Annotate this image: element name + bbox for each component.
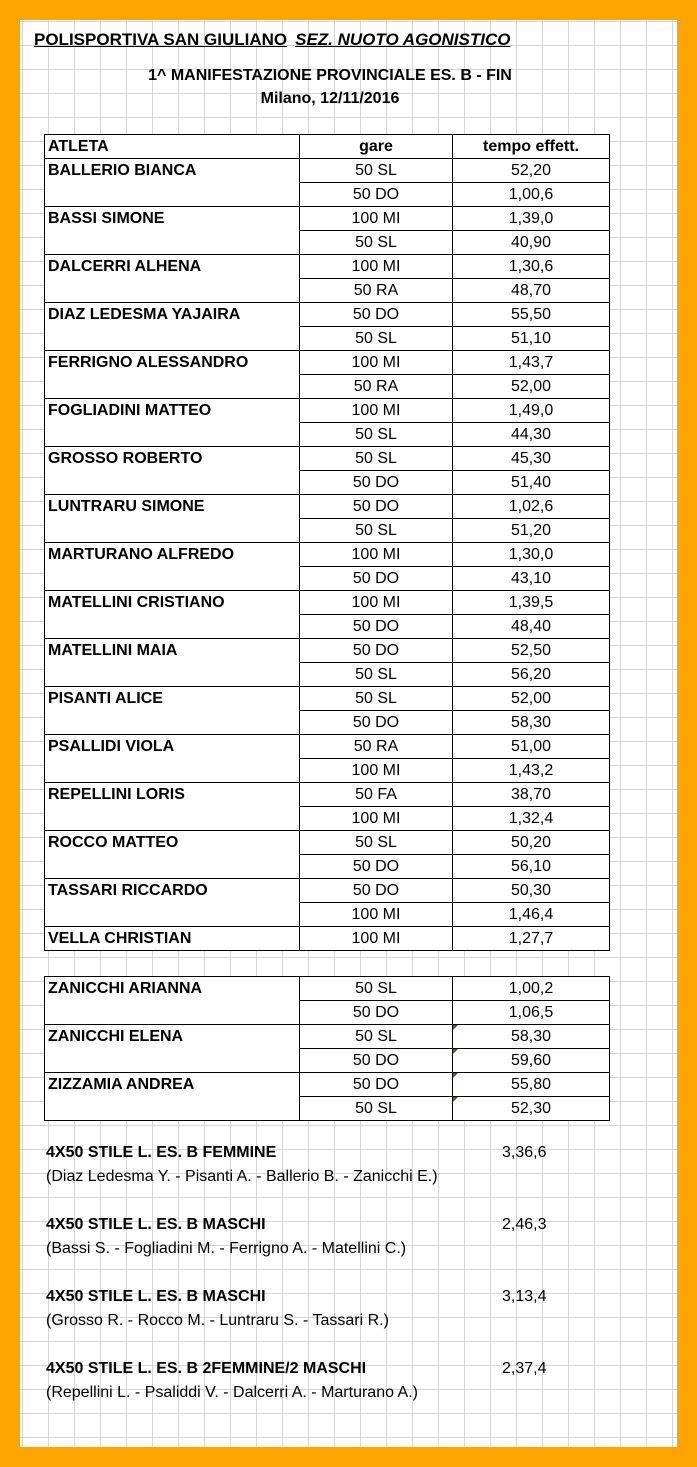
athlete-name	[45, 855, 300, 879]
time-value: 56,10	[510, 858, 552, 875]
athlete-name	[45, 759, 300, 783]
athlete-name	[45, 711, 300, 735]
table-row	[45, 1025, 610, 1049]
athlete-name	[45, 1001, 300, 1025]
time-cell	[453, 519, 610, 543]
table-row	[45, 207, 610, 231]
time-value: 58,30	[510, 714, 552, 731]
table-row	[45, 567, 610, 591]
athlete-name	[45, 807, 300, 831]
time-cell	[453, 327, 610, 351]
race-cell: 100 MI	[300, 927, 453, 951]
time-value: 1,46,4	[508, 906, 554, 923]
race-cell: 50 DO	[300, 639, 453, 663]
time-cell	[453, 759, 610, 783]
table-row	[45, 1097, 610, 1121]
table-row	[45, 615, 610, 639]
time-value: 1,43,2	[508, 762, 554, 779]
time-cell	[453, 423, 610, 447]
time-value: 52,00	[510, 690, 552, 707]
relay-time: 3,13,4	[502, 1288, 547, 1305]
time-cell	[453, 399, 610, 423]
race-cell: 50 SL	[300, 519, 453, 543]
relay-time: 3,36,6	[502, 1144, 547, 1161]
table-row	[45, 351, 610, 375]
athlete-name	[45, 615, 300, 639]
table-row	[45, 543, 610, 567]
time-value: 1,00,6	[508, 186, 554, 203]
athlete-name	[45, 279, 300, 303]
spreadsheet	[20, 20, 677, 1447]
time-cell	[453, 1073, 610, 1097]
time-value: 51,20	[510, 522, 552, 539]
athlete-name: MATELLINI CRISTIANO	[45, 591, 300, 615]
table-row	[45, 783, 610, 807]
results-table	[44, 134, 610, 951]
athlete-name: DALCERRI ALHENA	[45, 255, 300, 279]
athlete-name	[45, 519, 300, 543]
relay-title: 4X50 STILE L. ES. B FEMMINE	[46, 1144, 277, 1161]
time-value: 40,90	[510, 234, 552, 251]
time-cell	[453, 831, 610, 855]
column-header-athlete: ATLETA	[45, 135, 300, 159]
table-row	[45, 303, 610, 327]
athlete-name: BASSI SIMONE	[45, 207, 300, 231]
time-value: 1,49,0	[508, 402, 554, 419]
relay-members: (Diaz Ledesma Y. - Pisanti A. - Ballerio B. - Zanicchi E.)	[46, 1168, 438, 1185]
athlete-name	[45, 1097, 300, 1121]
athlete-name: DIAZ LEDESMA YAJAIRA	[45, 303, 300, 327]
relay-time: 2,46,3	[502, 1216, 547, 1233]
race-cell: 50 RA	[300, 279, 453, 303]
race-cell: 100 MI	[300, 591, 453, 615]
time-cell	[453, 303, 610, 327]
table-row	[45, 1073, 610, 1097]
race-cell: 50 DO	[300, 1001, 453, 1025]
time-cell	[453, 879, 610, 903]
athlete-name	[45, 1049, 300, 1073]
time-value: 1,30,6	[508, 258, 554, 275]
athlete-name: PSALLIDI VIOLA	[45, 735, 300, 759]
table-row	[45, 495, 610, 519]
race-cell: 100 MI	[300, 807, 453, 831]
athlete-name: ZIZZAMIA ANDREA	[45, 1073, 300, 1097]
time-value: 52,00	[510, 378, 552, 395]
time-cell	[453, 977, 610, 1001]
race-cell: 100 MI	[300, 351, 453, 375]
event-title: 1^ MANIFESTAZIONE PROVINCIALE ES. B - FIN	[148, 67, 512, 84]
race-cell: 50 DO	[300, 615, 453, 639]
relay-title: 4X50 STILE L. ES. B MASCHI	[46, 1216, 266, 1233]
athlete-name	[45, 471, 300, 495]
race-cell: 50 DO	[300, 303, 453, 327]
relay-members: (Bassi S. - Fogliadini M. - Ferrigno A. - Matellini C.)	[46, 1240, 407, 1257]
table-row	[45, 375, 610, 399]
race-cell: 50 DO	[300, 183, 453, 207]
event-place-date: Milano, 12/11/2016	[260, 90, 400, 107]
table-row	[45, 831, 610, 855]
race-cell: 100 MI	[300, 255, 453, 279]
time-value: 52,50	[510, 642, 552, 659]
table-row	[45, 231, 610, 255]
time-value: 1,39,0	[508, 210, 554, 227]
athlete-name	[45, 327, 300, 351]
time-value: 50,20	[510, 834, 552, 851]
race-cell: 50 SL	[300, 231, 453, 255]
time-value: 55,80	[510, 1076, 552, 1093]
athlete-name	[45, 231, 300, 255]
race-cell: 50 SL	[300, 831, 453, 855]
race-cell: 50 SL	[300, 447, 453, 471]
time-value: 1,30,0	[508, 546, 554, 563]
time-cell	[453, 231, 610, 255]
cell-comment-marker	[453, 1073, 458, 1078]
time-cell	[453, 183, 610, 207]
table-row	[45, 399, 610, 423]
race-cell: 50 SL	[300, 687, 453, 711]
table-row	[45, 255, 610, 279]
table-row	[45, 927, 610, 951]
table-row	[45, 423, 610, 447]
athlete-name: VELLA CHRISTIAN	[45, 927, 300, 951]
time-value: 48,40	[510, 618, 552, 635]
table-row	[45, 735, 610, 759]
time-value: 51,00	[510, 738, 552, 755]
time-value: 1,39,5	[508, 594, 554, 611]
time-cell	[453, 1025, 610, 1049]
time-cell	[453, 207, 610, 231]
section-name: SEZ. NUOTO AGONISTICO	[295, 30, 511, 49]
table-row	[45, 977, 610, 1001]
table-row	[45, 183, 610, 207]
time-cell	[453, 375, 610, 399]
table-header-row	[45, 135, 610, 159]
race-cell: 50 DO	[300, 879, 453, 903]
athlete-name: ZANICCHI ARIANNA	[45, 977, 300, 1001]
time-cell	[453, 447, 610, 471]
table-row	[45, 447, 610, 471]
time-value: 1,06,5	[508, 1004, 554, 1021]
race-cell: 100 MI	[300, 759, 453, 783]
time-cell	[453, 351, 610, 375]
table-row	[45, 591, 610, 615]
time-value: 45,30	[510, 450, 552, 467]
table-row	[45, 879, 610, 903]
time-cell	[453, 567, 610, 591]
time-cell	[453, 735, 610, 759]
time-value: 1,27,7	[508, 930, 554, 947]
table-row	[45, 159, 610, 183]
race-cell: 50 SL	[300, 1097, 453, 1121]
athlete-name: ZANICCHI ELENA	[45, 1025, 300, 1049]
time-value: 51,10	[510, 330, 552, 347]
time-value: 1,43,7	[508, 354, 554, 371]
time-cell	[453, 1097, 610, 1121]
table-row	[45, 327, 610, 351]
race-cell: 50 DO	[300, 1073, 453, 1097]
cell-comment-marker	[453, 1097, 458, 1102]
column-header-race: gare	[300, 135, 453, 159]
athlete-name: TASSARI RICCARDO	[45, 879, 300, 903]
race-cell: 50 RA	[300, 735, 453, 759]
table-row	[45, 687, 610, 711]
race-cell: 100 MI	[300, 903, 453, 927]
table-row	[45, 471, 610, 495]
time-cell	[453, 543, 610, 567]
time-value: 43,10	[510, 570, 552, 587]
race-cell: 50 SL	[300, 1025, 453, 1049]
cell-comment-marker	[453, 1025, 458, 1030]
time-value: 38,70	[510, 786, 552, 803]
time-cell	[453, 159, 610, 183]
time-cell	[453, 855, 610, 879]
athlete-name: REPELLINI LORIS	[45, 783, 300, 807]
athlete-name	[45, 183, 300, 207]
time-cell	[453, 903, 610, 927]
relay-members: (Grosso R. - Rocco M. - Luntraru S. - Tassari R.)	[46, 1312, 389, 1329]
athlete-name: LUNTRARU SIMONE	[45, 495, 300, 519]
table-row	[45, 807, 610, 831]
relay-title: 4X50 STILE L. ES. B 2FEMMINE/2 MASCHI	[46, 1360, 367, 1377]
table-row	[45, 519, 610, 543]
time-value: 1,00,2	[508, 980, 554, 997]
time-value: 50,30	[510, 882, 552, 899]
time-cell	[453, 471, 610, 495]
race-cell: 100 MI	[300, 399, 453, 423]
time-value: 58,30	[510, 1028, 552, 1045]
athlete-name: MARTURANO ALFREDO	[45, 543, 300, 567]
table-row	[45, 1049, 610, 1073]
athlete-name: ROCCO MATTEO	[45, 831, 300, 855]
time-cell	[453, 807, 610, 831]
time-cell	[453, 687, 610, 711]
time-value: 1,02,6	[508, 498, 554, 515]
relay-title: 4X50 STILE L. ES. B MASCHI	[46, 1288, 266, 1305]
club-name: POLISPORTIVA SAN GIULIANO	[34, 30, 288, 49]
time-cell	[453, 495, 610, 519]
race-cell: 50 FA	[300, 783, 453, 807]
race-cell: 50 DO	[300, 855, 453, 879]
race-cell: 100 MI	[300, 207, 453, 231]
athlete-name: MATELLINI MAIA	[45, 639, 300, 663]
race-cell: 100 MI	[300, 543, 453, 567]
race-cell: 50 DO	[300, 471, 453, 495]
table-row	[45, 711, 610, 735]
race-cell: 50 RA	[300, 375, 453, 399]
time-cell	[453, 615, 610, 639]
race-cell: 50 SL	[300, 327, 453, 351]
table-row	[45, 639, 610, 663]
race-cell: 50 DO	[300, 567, 453, 591]
race-cell: 50 SL	[300, 977, 453, 1001]
time-cell	[453, 591, 610, 615]
table-row	[45, 855, 610, 879]
time-cell	[453, 1001, 610, 1025]
athlete-name	[45, 903, 300, 927]
race-cell: 50 DO	[300, 1049, 453, 1073]
time-cell	[453, 927, 610, 951]
race-cell: 50 SL	[300, 159, 453, 183]
athlete-name	[45, 423, 300, 447]
athlete-name: GROSSO ROBERTO	[45, 447, 300, 471]
table-row	[45, 1001, 610, 1025]
athlete-name: FOGLIADINI MATTEO	[45, 399, 300, 423]
time-cell	[453, 279, 610, 303]
club-title	[34, 30, 510, 50]
race-cell: 50 DO	[300, 495, 453, 519]
time-cell	[453, 783, 610, 807]
athlete-name	[45, 663, 300, 687]
time-cell	[453, 255, 610, 279]
time-value: 44,30	[510, 426, 552, 443]
time-value: 1,32,4	[508, 810, 554, 827]
table-row	[45, 663, 610, 687]
table-row	[45, 279, 610, 303]
time-cell	[453, 663, 610, 687]
time-cell	[453, 711, 610, 735]
column-header-time: tempo effett.	[453, 135, 610, 159]
race-cell: 50 DO	[300, 711, 453, 735]
race-cell: 50 SL	[300, 663, 453, 687]
race-cell: 50 SL	[300, 423, 453, 447]
time-value: 52,30	[510, 1100, 552, 1117]
time-value: 56,20	[510, 666, 552, 683]
time-cell	[453, 639, 610, 663]
athlete-name	[45, 567, 300, 591]
time-cell	[453, 1049, 610, 1073]
relay-time: 2,37,4	[502, 1360, 547, 1377]
athlete-name: FERRIGNO ALESSANDRO	[45, 351, 300, 375]
athlete-name: BALLERIO BIANCA	[45, 159, 300, 183]
cell-comment-marker	[453, 1049, 458, 1054]
table-row	[45, 903, 610, 927]
results-table-extra	[44, 976, 610, 1121]
time-value: 48,70	[510, 282, 552, 299]
time-value: 52,20	[510, 162, 552, 179]
athlete-name: PISANTI ALICE	[45, 687, 300, 711]
athlete-name	[45, 375, 300, 399]
table-row	[45, 759, 610, 783]
time-value: 55,50	[510, 306, 552, 323]
relay-members: (Repellini L. - Psaliddi V. - Dalcerri A. - Marturano A.)	[46, 1384, 418, 1401]
time-value: 59,60	[510, 1052, 552, 1069]
time-value: 51,40	[510, 474, 552, 491]
